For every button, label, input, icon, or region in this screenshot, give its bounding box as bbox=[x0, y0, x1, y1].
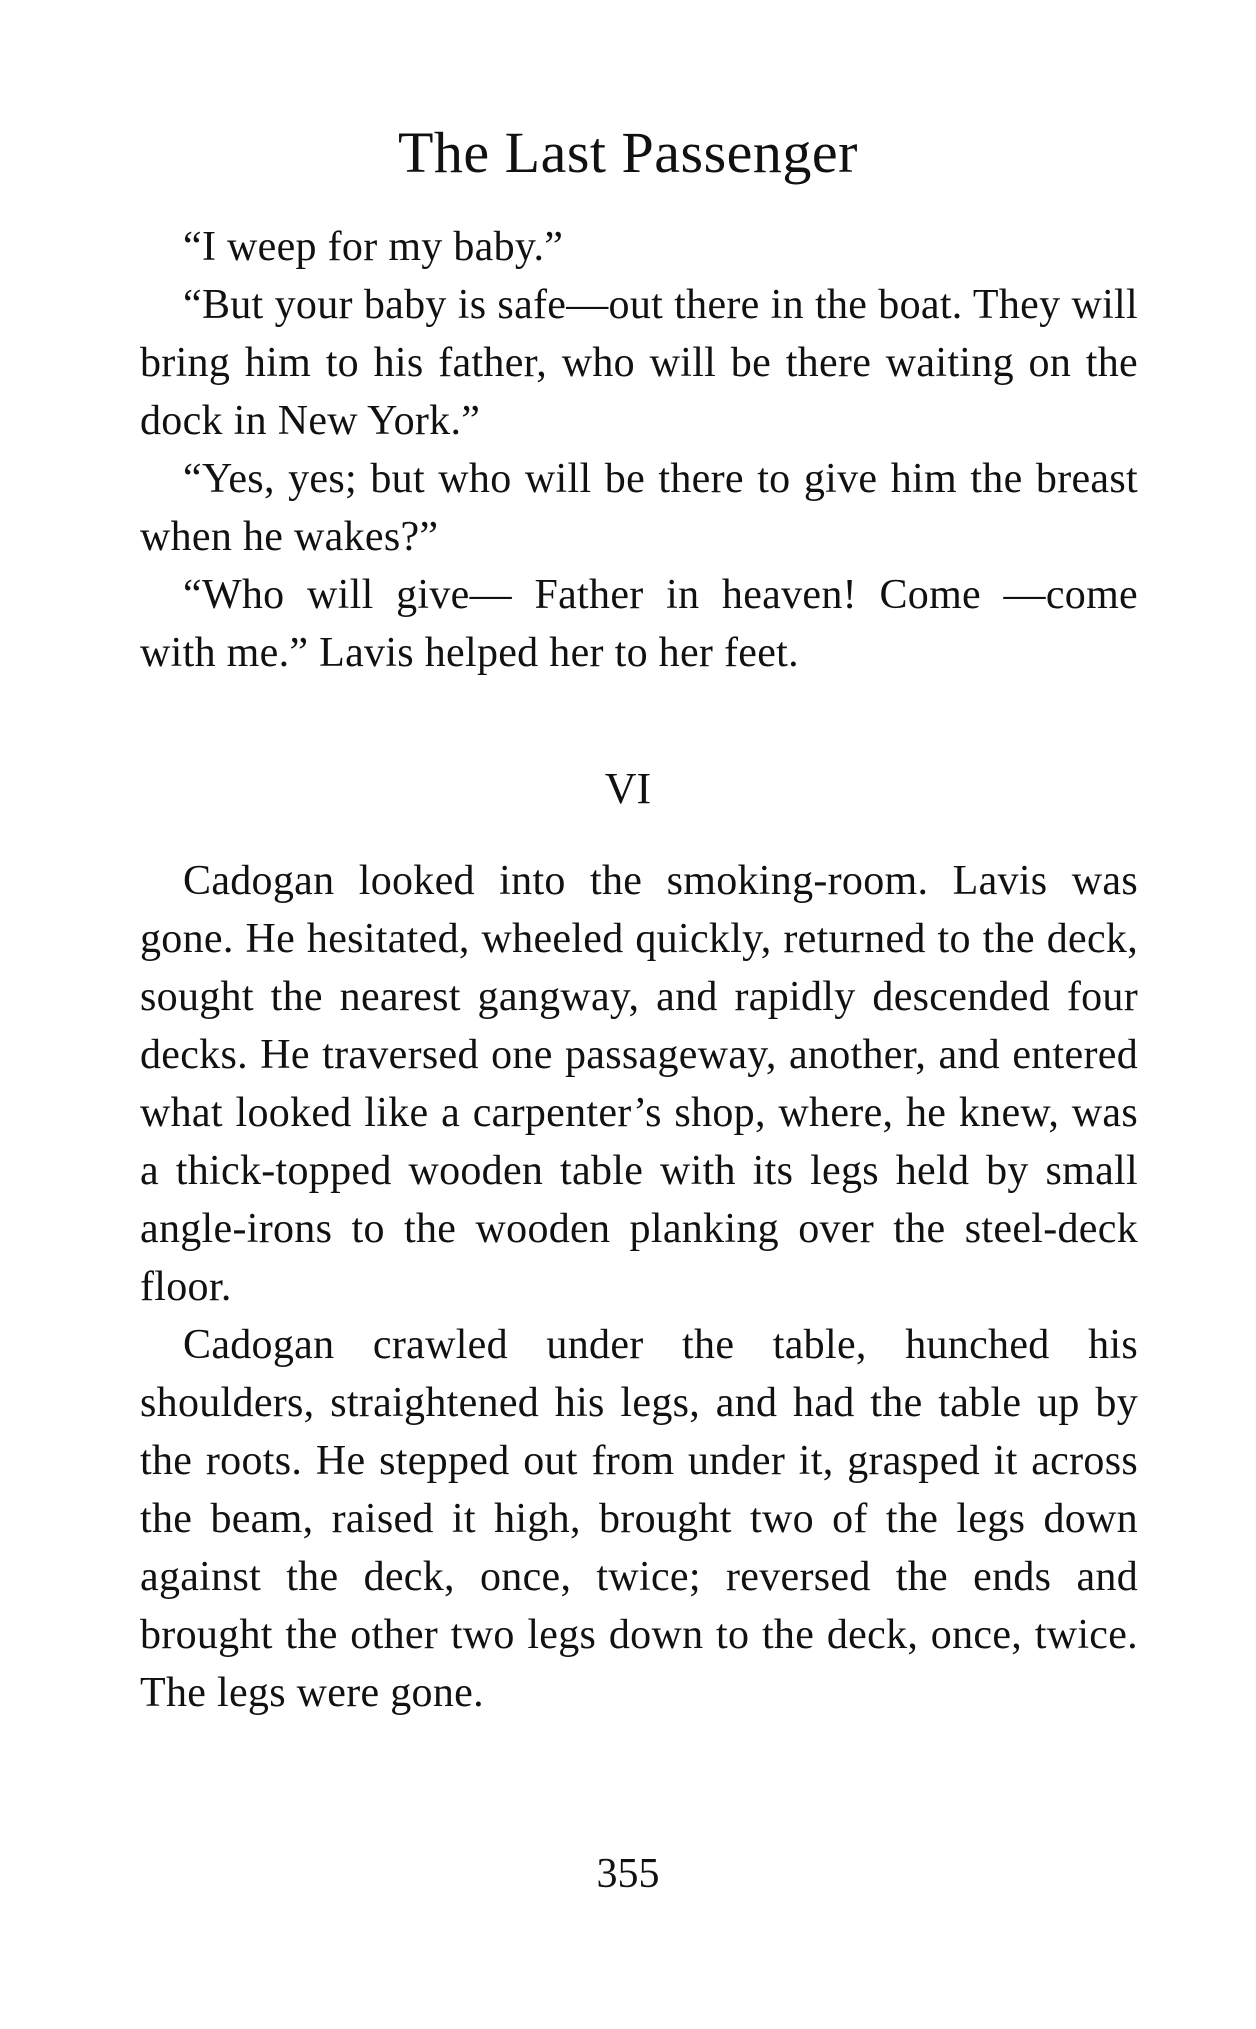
running-head: The Last Passenger bbox=[398, 120, 858, 185]
paragraph: Cadogan crawled under the table, hunched his shoulders, straightened his legs, and had the table up by the roots. He stepped out from under it, grasped it across the beam, raised it high, brought two of the legs down against the deck, once, twice; reversed the ends and brought the other two legs down to the deck, once, twice. The legs were gone. bbox=[140, 1322, 1138, 1716]
paragraph: “Yes, yes; but who will be there to give him the breast when he wakes?” bbox=[140, 456, 1138, 560]
text-block-before bbox=[140, 218, 1138, 682]
paragraph: “Who will give— Father in heaven! Come —come with me.” Lavis helped her to her feet. bbox=[140, 572, 1138, 676]
paragraph: “I weep for my baby.” bbox=[183, 224, 564, 270]
paragraph: Cadogan looked into the smoking-room. Lavis was gone. He hesitated, wheeled quickly, returned to the deck, sought the nearest gangway, and rapidly descended four decks. He traversed one passageway, another, and entered what looked like a carpenter’s shop, where, he knew, was a thick-topped wooden table with its legs held by small angle-irons to the wooden planking over the steel-deck floor. bbox=[140, 858, 1138, 1310]
text-block-after bbox=[140, 852, 1138, 1722]
paragraph: “But your baby is safe—out there in the boat. They will bring him to his father, who will be there waiting on the dock in New York.” bbox=[140, 282, 1138, 444]
section-heading: VI bbox=[604, 764, 652, 813]
page-number: 355 bbox=[596, 1851, 660, 1897]
